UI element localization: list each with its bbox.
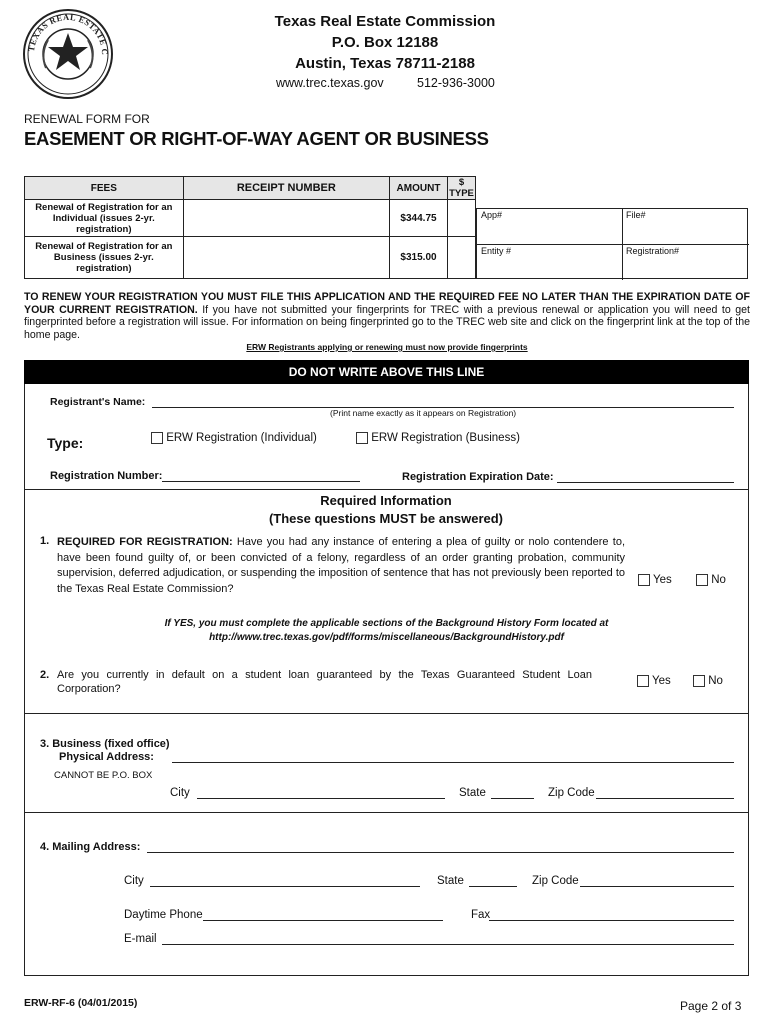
type-business-label: ERW Registration (Business): [371, 432, 520, 445]
type-individual-label: ERW Registration (Individual): [166, 432, 317, 445]
q2-no-checkbox[interactable]: [693, 675, 705, 687]
q3-city-label: City: [170, 787, 190, 799]
instructions-bold: TO RENEW YOUR REGISTRATION YOU MUST FILE THIS APPLICATION AND THE REQUIRED FEE NO LATER THAN THE EXPIRATION DATE OF YOUR CURRENT REGISTRATION.: [24, 291, 750, 316]
po-box: P.O. Box 12188: [331, 34, 439, 51]
trec-seal: [22, 8, 114, 100]
form-id: ERW-RF-6 (04/01/2015): [24, 997, 138, 1009]
registrant-name-label: Registrant's Name:: [50, 396, 146, 408]
q4-fax-field[interactable]: [489, 920, 734, 921]
q4-city-label: City: [124, 875, 144, 887]
q2-yes-option[interactable]: [637, 675, 671, 687]
q4-zip-field[interactable]: [580, 886, 734, 887]
q4-label: 4. Mailing Address:: [40, 841, 141, 853]
fees-header: FEES: [25, 177, 184, 200]
q2-divider: [24, 713, 749, 714]
q2-text: Are you currently in default on a student loan guaranteed by the Texas Guaranteed Student Loan Corporation?: [57, 669, 592, 695]
q4-fax-label: Fax: [471, 909, 491, 921]
website-link[interactable]: www.trec.texas.gov: [276, 76, 384, 90]
registration-expiration-label: Registration Expiration Date:: [402, 471, 554, 483]
star-icon: [48, 33, 88, 70]
q1-no-checkbox[interactable]: [696, 574, 708, 586]
required-subtitle: (These questions MUST be answered): [268, 511, 504, 526]
q1-yes-option[interactable]: [638, 574, 672, 586]
q1-yes-label: Yes: [653, 574, 672, 587]
q4-mailing-address-field[interactable]: [147, 852, 734, 853]
registration-number-label: Registration Number:: [50, 470, 163, 482]
type-business-option[interactable]: [356, 432, 520, 444]
q2-number: 2.: [40, 669, 50, 681]
q2-yes-checkbox[interactable]: [637, 675, 649, 687]
type-label: Type:: [47, 435, 84, 451]
registrant-name-hint: (Print name exactly as it appears on Registration): [330, 408, 517, 418]
page-number: Page 2 of 3: [680, 999, 742, 1013]
q1-note-line1: If YES, you must complete the applicable sections of the Background History Form located at: [164, 618, 609, 629]
instructions-text: If you have not submitted your fingerprints for TREC with a previous renewal or application you will need to get fingerprinted before a registration will issue. For information on being fingerprinted go to the TREC web site and click on the fingerprint link at the top of the home page.: [24, 303, 750, 341]
form-subtitle: RENEWAL FORM FOR: [24, 112, 150, 126]
q2-no-label: No: [708, 675, 723, 688]
type-individual: [447, 200, 475, 237]
q3-label: 3. Business (fixed office): [40, 738, 170, 750]
q4-city-field[interactable]: [150, 886, 420, 887]
q4-state-field[interactable]: [469, 886, 517, 887]
q1-text: [57, 535, 625, 597]
entity-number-label: Entity #: [481, 246, 512, 256]
q1-background-link[interactable]: http://www.trec.texas.gov/pdf/forms/miscellaneous/BackgroundHistory.pdf: [209, 632, 564, 643]
q1-number: 1.: [40, 535, 50, 547]
q4-phone-field[interactable]: [203, 920, 443, 921]
do-not-write-banner: DO NOT WRITE ABOVE THIS LINE: [24, 360, 749, 384]
amount-business: $315.00: [390, 237, 448, 279]
fee-individual: Renewal of Registration for an Individual (issues 2-yr. registration): [25, 200, 184, 237]
city-line: Austin, Texas 78711-2188: [295, 55, 475, 72]
q4-state-label: State: [437, 875, 464, 887]
q3-zip-field[interactable]: [596, 798, 734, 799]
erw-fingerprint-note: ERW Registrants applying or renewing must now provide fingerprints: [246, 342, 528, 352]
receipt-business: [183, 237, 389, 279]
required-title: Required Information: [320, 493, 452, 508]
type-individual-option[interactable]: [151, 432, 317, 444]
q3-state-label: State: [459, 787, 486, 799]
fees-table: [24, 176, 476, 279]
receipt-individual: [183, 200, 389, 237]
amount-header: AMOUNT: [390, 177, 448, 200]
q4-email-field[interactable]: [162, 944, 734, 945]
q1-body: Have you had any instance of entering a plea of guilty or nolo contendere to, have been found guilty of, or been convicted of a felony, regardless of an order granting probation, community supervision, deferred adjudication, or suspending the imposition of sentence that has not previously been reported to the Texas Real Estate Commission?: [57, 536, 626, 595]
fee-business: Renewal of Registration for an Business (issues 2-yr. registration): [25, 237, 184, 279]
svg-text:TEXAS REAL ESTATE COMMISSION: TEXAS REAL ESTATE C: [26, 11, 111, 56]
registration-number-field[interactable]: [162, 481, 360, 482]
q1-yes-checkbox[interactable]: [638, 574, 650, 586]
type-business: [447, 237, 475, 279]
checkbox-individual[interactable]: [151, 432, 163, 444]
q3-physical-address-field[interactable]: [172, 762, 734, 763]
q2-yes-label: Yes: [652, 675, 671, 688]
type-header: $ TYPE: [449, 177, 474, 199]
agency-name: Texas Real Estate Commission: [274, 13, 496, 30]
form-title: EASEMENT OR RIGHT-OF-WAY AGENT OR BUSINESS: [24, 128, 489, 149]
q4-email-label: E-mail: [124, 933, 157, 945]
instructions: [24, 291, 750, 341]
q1-no-option[interactable]: [696, 574, 726, 586]
file-number-label: File#: [626, 210, 646, 220]
receipt-header: RECEIPT NUMBER: [183, 177, 389, 200]
q3-divider: [24, 812, 749, 813]
office-use-box: [476, 208, 748, 279]
q1-no-label: No: [711, 574, 726, 587]
amount-individual: $344.75: [390, 200, 448, 237]
registration-number-label: Registration#: [626, 246, 680, 256]
q1-lead: REQUIRED FOR REGISTRATION:: [57, 536, 233, 548]
q3-city-field[interactable]: [197, 798, 445, 799]
section-divider: [24, 489, 749, 490]
q4-phone-label: Daytime Phone: [124, 909, 203, 921]
checkbox-business[interactable]: [356, 432, 368, 444]
q3-physical-address-label: Physical Address:: [59, 751, 154, 763]
q2-no-option[interactable]: [693, 675, 723, 687]
q3-zip-label: Zip Code: [548, 787, 595, 799]
registration-expiration-field[interactable]: [557, 482, 734, 483]
q3-po-box-note: CANNOT BE P.O. BOX: [54, 770, 153, 781]
q3-state-field[interactable]: [491, 798, 534, 799]
app-number-label: App#: [481, 210, 503, 220]
phone-number: 512-936-3000: [417, 76, 495, 90]
q4-zip-label: Zip Code: [532, 875, 579, 887]
